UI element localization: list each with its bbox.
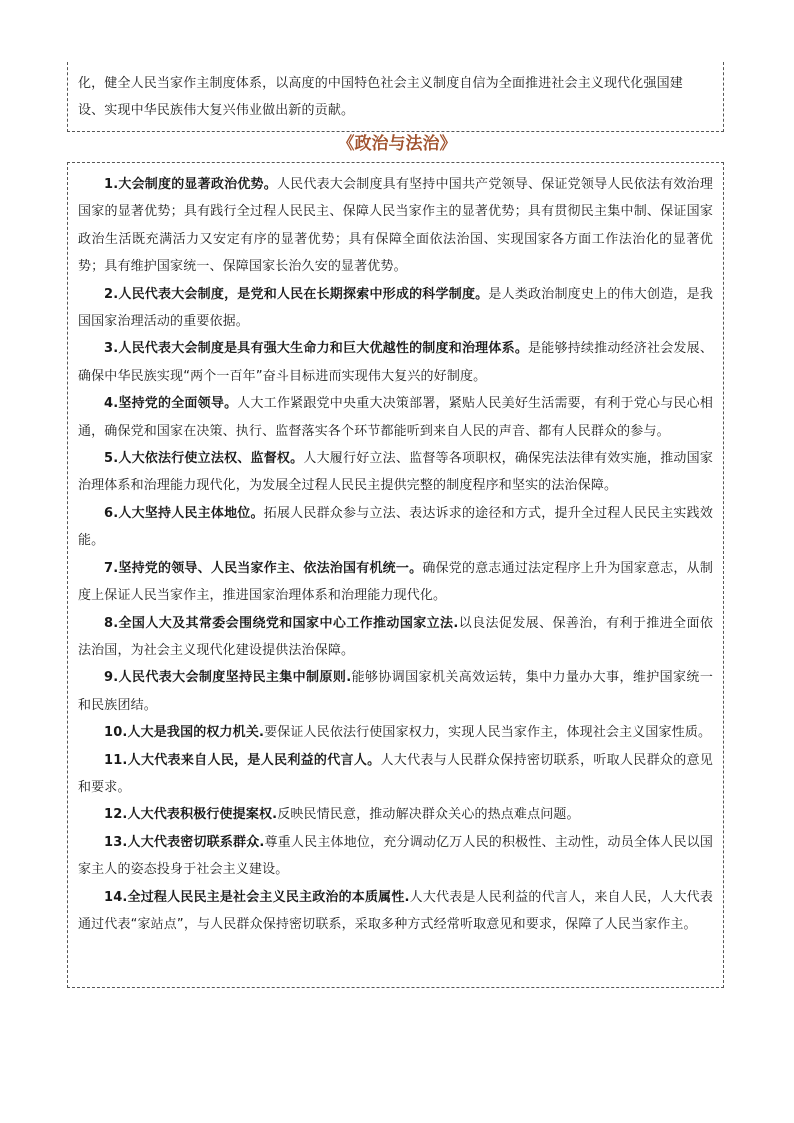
item-text: 能够协调国家机关高效运转，集中力量办大事，维护国家统一和民族团结。 (78, 670, 713, 713)
item-text: 人民代表大会制度具有坚持中国共产党领导、保证党领导人民依法有效治理国家的显著优势；具有践行全过程人民民主、保障人民当家作主的显著优势；具有贯彻民主集中制、保证国家政治生活既充满活力又安定有序的显著优势；具有保障全面依法治国、实现国家各方面工作法治化的显著优势；具有维护国家统一、保障国家长治久安的显著优势。 (78, 177, 713, 275)
item-heading: 6.人大坚持人民主体地位。 (104, 505, 264, 521)
item-text: 是能够持续推动经济社会发展、确保中华民族实现“两个一百年”奋斗目标进而实现伟大复兴的好制度。 (78, 341, 714, 384)
list-item (78, 801, 713, 828)
item-heading: 5.人大依法行使立法权、监督权。 (104, 451, 304, 467)
list-item (78, 335, 713, 390)
list-item (78, 281, 713, 336)
content-box (67, 162, 724, 988)
item-heading: 11.人大代表来自人民，是人民利益的代言人。 (104, 752, 381, 768)
list-item (78, 555, 713, 610)
list-item (78, 500, 713, 555)
list-item (78, 747, 713, 802)
intro-line: 化，健全人民当家作主制度体系，以高度的中国特色社会主义制度自信为全面推进社会主义现代化强国建 (78, 76, 683, 91)
item-heading: 13.人大代表密切联系群众. (104, 834, 265, 850)
item-heading: 7.坚持党的领导、人民当家作主、依法治国有机统一。 (104, 560, 423, 576)
item-text: 确保党的意志通过法定程序上升为国家意志，从制度上保证人民当家作主，推进国家治理体系和治理能力现代化。 (78, 560, 713, 604)
list-item (78, 664, 713, 719)
item-heading: 10.人大是我国的权力机关. (104, 725, 265, 741)
section-title: 《政治与法治》 (337, 134, 457, 154)
list-item (78, 610, 713, 665)
list-item (78, 171, 713, 281)
item-heading: 3.人民代表大会制度是具有强大生命力和巨大优越性的制度和治理体系。 (104, 341, 529, 357)
item-heading: 9.人民代表大会制度坚持民主集中制原则. (104, 670, 352, 686)
item-text: 要保证人民依法行使国家权力，实现人民当家作主，体现社会主义国家性质。 (264, 725, 712, 741)
item-heading: 12.人大代表积极行使提案权. (104, 807, 278, 823)
intro-line: 设、实现中华民族伟大复兴伟业做出新的贡献。 (78, 103, 355, 118)
item-text: 人大代表是人民利益的代言人，来自人民，人大代表通过代表“家站点”，与人民群众保持密切联系，采取多种方式经常听取意见和要求，保障了人民当家作主。 (78, 889, 714, 932)
list-item (78, 719, 713, 746)
item-heading: 8.全国人大及其常委会围绕党和国家中心工作推动国家立法. (104, 615, 459, 631)
intro-box (67, 62, 724, 132)
item-heading: 2.人民代表大会制度，是党和人民在长期探索中形成的科学制度。 (104, 286, 489, 302)
item-text: 人大代表与人民群众保持密切联系，听取人民群众的意见和要求。 (78, 752, 713, 795)
item-text: 人大工作紧跟党中央重大决策部署，紧贴人民美好生活需要，有利于党心与民心相通，确保党和国家在决策、执行、监督落实各个环节都能听到来自人民的声音、都有人民群众的参与。 (78, 396, 713, 439)
item-text: 是人类政治制度史上的伟大创造，是我国国家治理活动的重要依据。 (78, 286, 713, 330)
item-text: 人大履行好立法、监督等各项职权，确保宪法法律有效实施，推动国家治理体系和治理能力现代化，为发展全过程人民民主提供完整的制度程序和坚实的法治保障。 (78, 451, 713, 494)
list-item (78, 829, 713, 884)
item-text: 尊重人民主体地位，充分调动亿万人民的积极性、主动性，动员全体人民以国家主人的姿态投身于社会主义建设。 (78, 834, 713, 878)
list-item (78, 390, 713, 445)
item-heading: 1.大会制度的显著政治优势。 (104, 177, 277, 192)
item-heading: 14.全过程人民民主是社会主义民主政治的本质属性. (104, 889, 410, 905)
item-heading: 4.坚持党的全面领导。 (104, 396, 238, 412)
item-text: 反映民情民意，推动解决群众关心的热点难点问题。 (277, 807, 580, 823)
item-text: 拓展人民群众参与立法、表达诉求的途径和方式，提升全过程人民民主实践效能。 (78, 505, 714, 549)
list-item (78, 884, 713, 939)
list-item (78, 445, 713, 500)
item-text: 以良法促发展、保善治，有利于推进全面依法治国，为社会主义现代化建设提供法治保障。 (78, 615, 714, 658)
